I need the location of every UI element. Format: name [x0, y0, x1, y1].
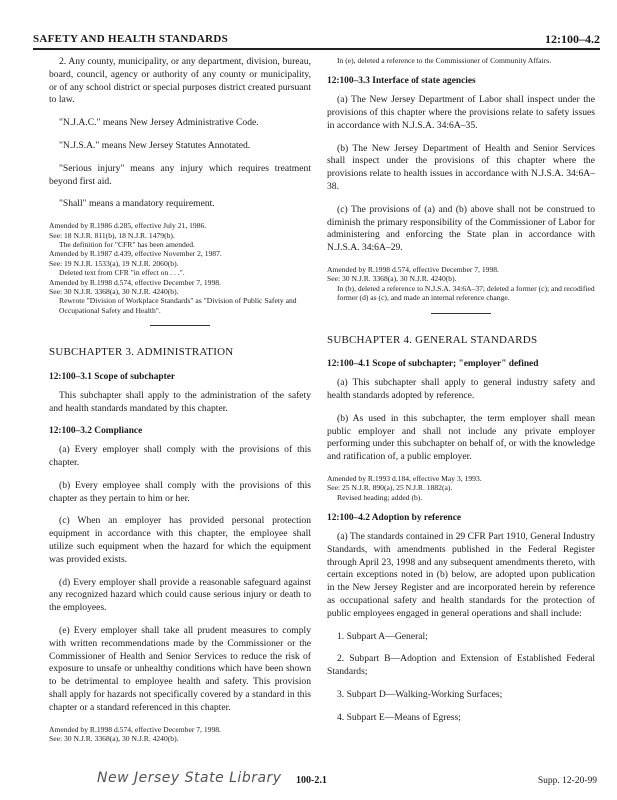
- history-line: See: 30 N.J.R. 3368(a), 30 N.J.R. 4240(b).: [49, 287, 179, 297]
- history-line: Amended by R.1986 d.285, effective July 21, 1986.: [49, 221, 207, 231]
- history-line: See: 30 N.J.R. 3368(a), 30 N.J.R. 4240(b).: [327, 274, 457, 284]
- history-note: Deleted text from CFR "in effect on . . .".: [59, 268, 185, 278]
- library-stamp: New Jersey State Library: [97, 770, 282, 786]
- page-number: 100-2.1: [296, 775, 327, 786]
- section-3-3-b: (b) The New Jersey Department of Health and Senior Services shall inspect under the provisions of this chapter where the provisions relate to health issues in accordance with N.J.S.A. 34:6A–38.: [327, 142, 595, 192]
- section-4-2-a: (a) The standards contained in 29 CFR Part 1910, General Industry Standards, with amendments published in the Federal Register through April 23, 1998 and any subsequent amendments thereto, with certain exceptions noted in (b) below, are adopted upon publication in the New Jersey Register and are incorporated herein by reference as occupational safety and health standards for the protection of public employees engaged in general operations and shall include:: [327, 530, 595, 619]
- list-item: 1. Subpart A—General;: [337, 630, 428, 642]
- supplement-date: Supp. 12-20-99: [537, 776, 597, 786]
- section-3-2-heading: 12:100–3.2 Compliance: [49, 426, 143, 437]
- running-header-section: 12:100–4.2: [545, 32, 600, 46]
- section-4-1-b: (b) As used in this subchapter, the term employer shall mean public employer and shall not include any private employer performing under this subchapter on behalf of, or with the knowledge and ratification of, a public employer.: [327, 412, 595, 463]
- history-note: In (b), deleted a reference to N.J.S.A. 34:6A–37; deleted a former (c); and recodified former (d) as (c), and made an internal reference change.: [337, 283, 595, 303]
- list-item: 4. Subpart E—Means of Egress;: [337, 711, 461, 723]
- history-line: Amended by R.1987 d.439, effective November 2, 1987.: [49, 249, 222, 259]
- amendment-history-1: [49, 221, 311, 315]
- amendment-history-4: [327, 474, 595, 502]
- definition-shall: "Shall" means a mandatory requirement.: [59, 198, 215, 210]
- history-line: Amended by R.1993 d.184, effective May 3, 1993.: [327, 473, 482, 483]
- history-line: See: 18 N.J.R. 811(b), 18 N.J.R. 1479(b).: [49, 230, 175, 240]
- history-line: Amended by R.1998 d.574, effective December 7, 1998.: [49, 277, 221, 287]
- section-3-1-heading: 12:100–3.1 Scope of subchapter: [49, 372, 176, 383]
- section-3-3-a: (a) The New Jersey Department of Labor shall inspect under the provisions of this chapter where the provisions relate to safety issues in accordance with N.J.S.A. 34:6A–35.: [327, 94, 595, 131]
- section-3-2-b: (b) Every employee shall comply with the provisions of this chapter as they pertain to him or her.: [49, 479, 311, 504]
- history-note: Rewrote "Division of Workplace Standards" as "Division of Public Safety and Occupational Safety and Health".: [59, 296, 297, 315]
- section-3-2-e: (e) Every employer shall take all prudent measures to comply with written recommendations made by the Commissioner or the Commissioner of Health and Senior Services to reduce the risk of exposure to unsafe or unhealthy conditions which have been shown to be detrimental to employee health and safety. This provision shall apply for hazards not specifically covered by a standard in this chapter or a standard referenced in this chapter.: [49, 624, 311, 713]
- section-3-1-text: This subchapter shall apply to the administration of the safety and health standards mandated by this chapter.: [49, 389, 311, 414]
- section-4-1-a: (a) This subchapter shall apply to general industry safety and health standards adopted by reference.: [327, 377, 595, 401]
- history-line: Amended by R.1998 d.574, effective December 7, 1998.: [327, 264, 499, 274]
- section-4-1-heading: 12:100–4.1 Scope of subchapter; "employer" defined: [327, 359, 539, 370]
- section-divider: [150, 325, 210, 326]
- history-note: In (e), deleted a reference to the Commissioner of Community Affairs.: [337, 56, 552, 65]
- section-3-3-c: (c) The provisions of (a) and (b) above shall not be construed to diminish the primary responsibility of the Commissioner of Labor for administering and enforcing the State plan in accordance with N.J.S.A. 34:6A–29.: [327, 203, 595, 254]
- section-4-2-heading: 12:100–4.2 Adoption by reference: [327, 513, 462, 524]
- history-note: The definition for "CFR" has been amended.: [59, 239, 195, 249]
- subchapter-3-heading: SUBCHAPTER 3. ADMINISTRATION: [49, 346, 234, 359]
- right-column: [327, 56, 595, 735]
- definition-serious-injury: "Serious injury" means any injury which requires treatment beyond first aid.: [49, 162, 311, 187]
- section-3-3-heading: 12:100–3.3 Interface of state agencies: [327, 76, 476, 87]
- running-header-title: SAFETY AND HEALTH STANDARDS: [33, 33, 229, 45]
- subchapter-4-heading: SUBCHAPTER 4. GENERAL STANDARDS: [327, 333, 538, 346]
- amendment-history-3: [327, 265, 595, 303]
- amendment-history-2: [49, 725, 311, 744]
- section-3-2-a: (a) Every employer shall comply with the provisions of this chapter.: [49, 444, 311, 469]
- history-line: See: 19 N.J.R. 1533(a), 19 N.J.R. 2060(b).: [49, 258, 179, 268]
- left-column: [49, 56, 311, 753]
- history-line: See: 25 N.J.R. 890(a), 25 N.J.R. 1882(a).: [327, 483, 453, 493]
- list-item: 2. Subpart B—Adoption and Extension of Established Federal Standards;: [327, 653, 595, 678]
- history-line: See: 30 N.J.R. 3368(a), 30 N.J.R. 4240(b).: [49, 733, 179, 743]
- section-3-2-c: (c) When an employer has provided personal protection equipment in accordance with this chapter, the employee shall utilize such equipment when the hazard for which the equipment was provided exists.: [49, 515, 311, 565]
- header-rule: [33, 48, 600, 50]
- definition-njac: "N.J.A.C." means New Jersey Administrative Code.: [59, 117, 259, 129]
- section-3-2-d: (d) Every employer shall provide a reasonable safeguard against any recognized hazard which could cause serious injury or death to the employees.: [49, 576, 311, 614]
- section-divider: [431, 313, 491, 314]
- definition-item-2: 2. Any county, municipality, or any department, division, bureau, board, council, agency or authority of any county or municipality, or of any school district or special purposes district created pursuant to law.: [49, 56, 311, 106]
- history-note: Revised heading; added (b).: [337, 492, 423, 502]
- history-line: Amended by R.1998 d.574, effective December 7, 1998.: [49, 724, 221, 734]
- amendment-note-1: [327, 56, 595, 65]
- definition-njsa: "N.J.S.A." means New Jersey Statutes Annotated.: [59, 139, 251, 151]
- list-item: 3. Subpart D—Walking-Working Surfaces;: [337, 688, 503, 700]
